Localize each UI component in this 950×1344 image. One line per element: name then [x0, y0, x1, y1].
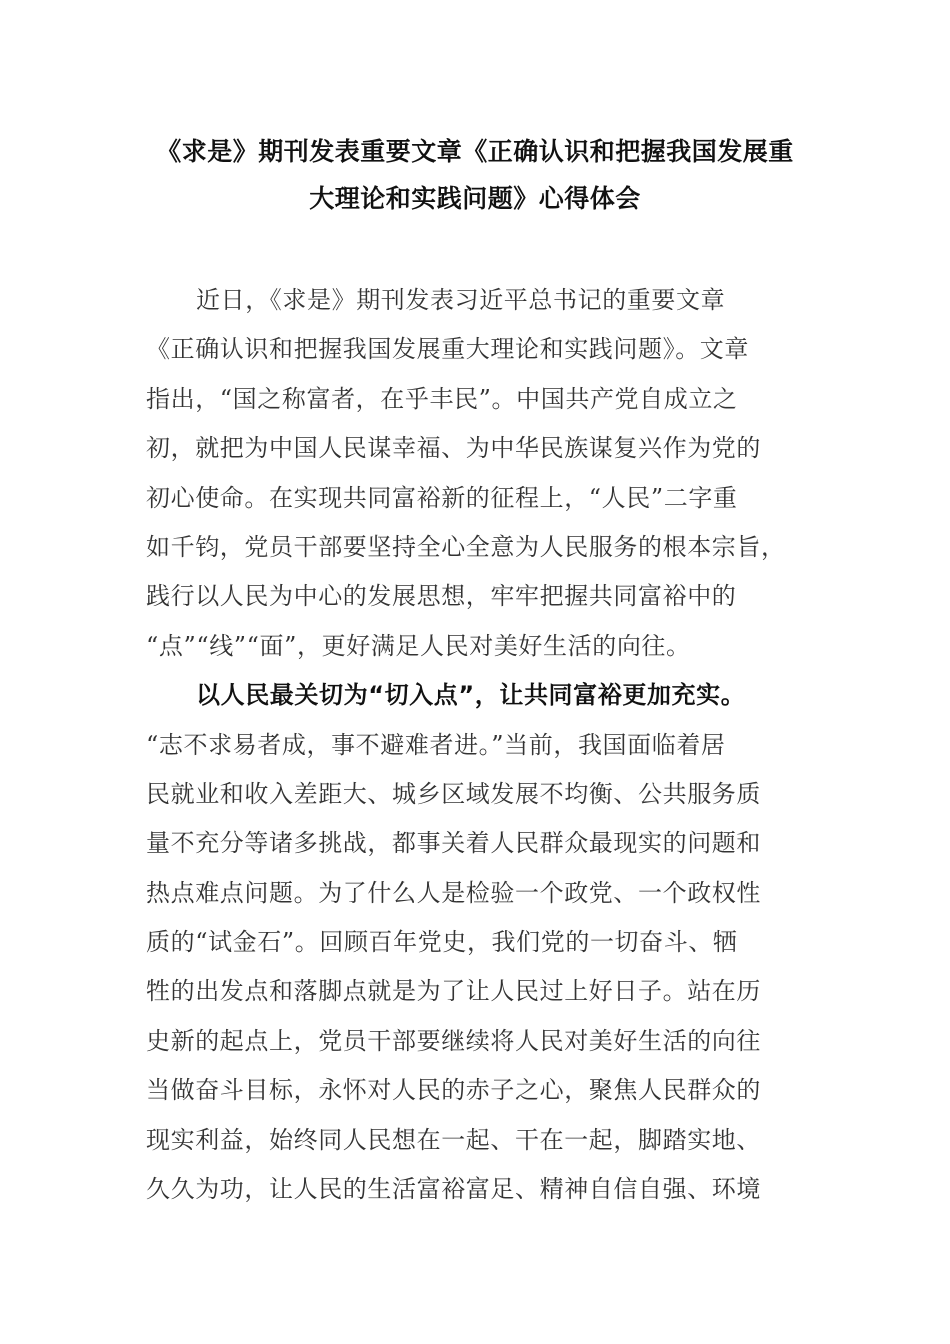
paragraph-2-line: 史新的起点上，党员干部要继续将人民对美好生活的向往	[146, 1026, 761, 1055]
paragraph-1-line: 指出，“国之称富者，在乎丰民”。中国共产党自成立之	[146, 384, 738, 413]
paragraph-1-line: “点”“线”“面”，更好满足人民对美好生活的向往。	[146, 631, 691, 660]
paragraph-2-heading: 以人民最关切为“切入点”，让共同富裕更加充实。	[196, 681, 746, 710]
title-line-1: 《求是》期刊发表重要文章《正确认识和把握我国发展重	[156, 137, 794, 166]
paragraph-1-line: 如千钧，党员干部要坚持全心全意为人民服务的根本宗旨，	[146, 532, 786, 561]
title-line-2: 大理论和实践问题》心得体会	[309, 184, 641, 213]
paragraph-2-line: 民就业和收入差距大、城乡区域发展不均衡、公共服务质	[146, 779, 761, 808]
paragraph-2-line: “志不求易者成，事不避难者进。”当前，我国面临着居	[146, 730, 726, 759]
paragraph-2-line: 质的“试金石”。回顾百年党史，我们党的一切奋斗、牺	[146, 928, 738, 957]
paragraph-2-line: 牲的出发点和落脚点就是为了让人民过上好日子。站在历	[146, 977, 761, 1006]
paragraph-2-line: 现实利益，始终同人民想在一起、干在一起，脚踏实地、	[146, 1125, 761, 1154]
document-title	[146, 128, 804, 222]
paragraph-1-line: 初，就把为中国人民谋幸福、为中华民族谋复兴作为党的	[146, 434, 761, 463]
paragraph-1-line: 近日，《求是》期刊发表习近平总书记的重要文章	[196, 286, 726, 314]
paragraph-2-line: 当做奋斗目标，永怀对人民的赤子之心，聚焦人民群众的	[146, 1076, 761, 1105]
paragraph-2-line: 久久为功，让人民的生活富裕富足、精神自信自强、环境	[146, 1175, 761, 1204]
paragraph-1-line: 初心使命。在实现共同富裕新的征程上，“人民”二字重	[146, 483, 738, 512]
paragraph-1-line: 践行以人民为中心的发展思想，牢牢把握共同富裕中的	[146, 582, 737, 611]
paragraph-2-line: 量不充分等诸多挑战，都事关着人民群众最现实的问题和	[146, 829, 761, 858]
paragraph-1-line: 《正确认识和把握我国发展重大理论和实践问题》。文章	[146, 335, 749, 364]
document-body	[146, 276, 806, 1214]
paragraph-2-line: 热点难点问题。为了什么人是检验一个政党、一个政权性	[146, 878, 761, 907]
